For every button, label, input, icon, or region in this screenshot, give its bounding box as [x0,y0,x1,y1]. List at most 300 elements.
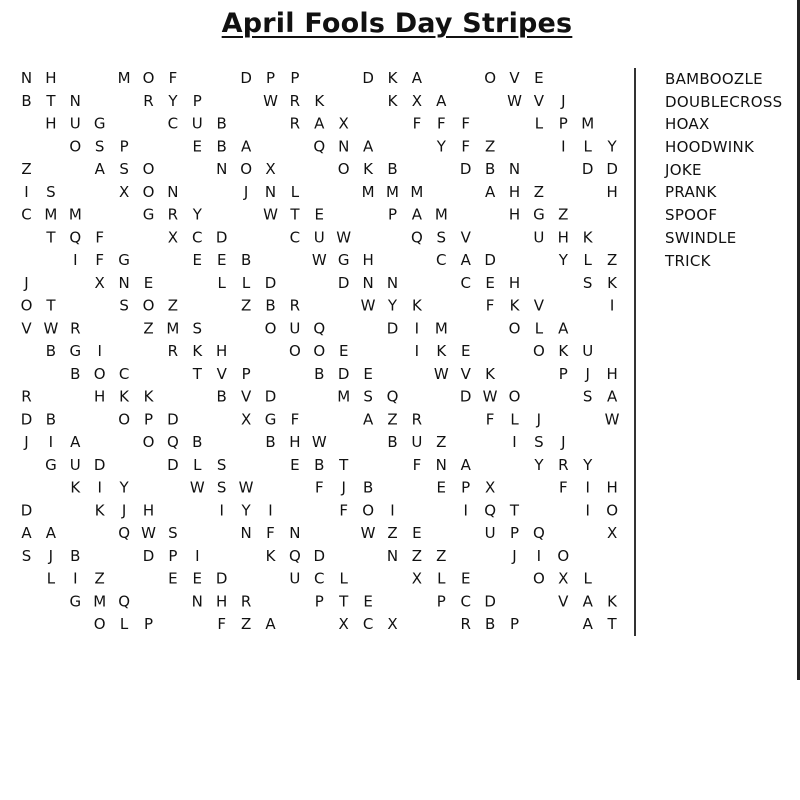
grid-letter: J [24,433,29,451]
grid-letter: P [436,592,446,611]
grid-letter: X [411,91,423,110]
grid-letter: P [168,546,178,565]
grid-letter: N [118,273,130,292]
grid-letter: S [436,228,447,247]
grid-letter: D [215,569,228,588]
grid-row [94,615,618,633]
grid-letter: V [509,69,520,87]
grid-letter: Q [166,433,179,451]
grid-row [23,274,618,292]
grid-letter: D [167,455,179,474]
grid-letter: I [585,501,590,520]
grid-letter: G [533,205,545,224]
grid-letter: T [509,501,520,520]
word-list-item: SPOOF [665,206,718,225]
grid-letter: O [362,501,375,520]
grid-letter: E [290,455,300,474]
grid-letter: G [118,251,130,269]
grid-letter: S [192,319,203,338]
grid-letter: G [93,114,106,133]
grid-letter: N [167,182,179,201]
grid-letter: B [362,478,374,497]
grid-letter: X [411,569,423,588]
grid-letter: A [582,592,593,611]
grid-letter: I [512,433,517,451]
grid-letter: Y [241,501,251,520]
grid-letter: O [606,501,619,520]
grid-letter: H [142,501,155,520]
grid-letter: O [20,296,33,315]
grid-letter: D [484,592,496,611]
grid-letter: O [142,69,155,87]
grid-letter: E [460,569,471,588]
grid-letter: B [70,364,81,383]
grid-row [21,69,544,87]
grid-letter: N [362,273,374,292]
grid-letter: O [484,69,497,87]
grid-letter: Q [118,592,131,611]
grid-letter: O [142,433,155,451]
grid-letter: W [263,205,278,224]
grid-letter: P [290,69,300,87]
grid-letter: E [143,273,154,292]
grid-letter: B [216,137,227,156]
grid-letter: L [437,569,446,588]
word-list [665,68,783,272]
grid-letter: Q [484,501,497,520]
grid-letter: K [509,296,520,315]
grid-letter: L [534,114,544,133]
grid-letter: X [387,615,398,633]
word-list-item: DOUBLECROSS [665,92,783,111]
grid-letter: F [436,114,446,133]
grid-letter: D [362,69,374,87]
grid-letter: T [290,205,300,224]
grid-letter: P [558,114,568,133]
grid-letter: C [314,569,325,588]
grid-letter: I [73,569,78,588]
grid-letter: B [484,615,496,633]
grid-letter: P [509,524,520,542]
grid-letter: L [193,455,202,474]
grid-letter: S [46,182,56,201]
grid-letter: I [536,546,542,565]
grid-row [21,206,568,224]
grid-letter: Z [484,137,496,156]
grid-letter: D [20,410,33,429]
grid-letter: H [508,273,521,292]
grid-letter: J [561,433,566,451]
grid-letter: E [192,251,203,269]
grid-letter: X [484,478,496,497]
grid-letter: A [411,69,423,87]
grid-letter: S [363,387,373,406]
grid-letter: F [485,410,495,429]
grid-letter: K [387,69,398,87]
grid-letter: O [288,342,301,360]
grid-letter: E [192,569,203,588]
grid-letter: J [585,364,590,383]
grid-letter: N [289,524,301,542]
grid-letter: D [606,160,618,178]
grid-letter: H [508,182,521,201]
grid-row [21,297,615,315]
grid-letter: C [21,205,32,224]
grid-letter: O [508,319,521,338]
grid-letter: D [459,387,472,406]
grid-letter: A [558,319,569,338]
grid-letter: G [142,205,155,224]
grid-letter: I [414,342,420,360]
grid-letter: J [341,478,346,497]
grid-letter: H [557,228,569,247]
grid-letter: C [460,592,471,611]
grid-letter: J [536,410,542,429]
grid-letter: L [339,569,348,588]
grid-letter: P [143,615,154,633]
grid-letter: X [558,569,569,588]
grid-letter: A [21,524,32,542]
grid-letter: M [361,182,375,201]
grid-letter: M [68,205,82,224]
grid-letter: N [20,69,33,87]
grid-letter: J [48,546,54,565]
grid-letter: C [436,251,447,269]
grid-letter: R [167,205,179,224]
grid-letter: L [583,251,592,269]
grid-letter: T [46,228,56,247]
grid-letter: Z [240,615,252,633]
grid-letter: A [45,524,57,542]
grid-letter: A [362,137,374,156]
grid-letter: L [217,273,226,292]
grid-row [70,365,618,383]
grid-letter: A [70,433,81,451]
grid-letter: L [510,410,519,429]
grid-letter: E [436,478,447,497]
grid-letter: Z [436,433,447,451]
grid-letter: V [533,91,545,110]
grid-letter: P [192,91,202,110]
grid-row [46,342,593,360]
grid-letter: K [143,387,154,406]
grid-letter: K [314,91,325,110]
grid-letter: M [117,69,131,87]
grid-letter: P [241,364,251,383]
grid-letter: I [390,501,395,520]
grid-letter: F [412,455,422,474]
grid-letter: B [484,160,496,178]
grid-letter: O [142,160,155,178]
grid-letter: H [362,251,374,269]
grid-row [21,501,618,519]
grid-letter: N [338,137,350,156]
grid-letter: D [337,273,350,292]
grid-letter: V [533,296,545,315]
grid-letter: W [360,524,376,542]
grid-letter: F [95,251,105,269]
grid-letter: W [263,91,278,110]
grid-letter: H [45,69,57,87]
grid-letter: X [167,228,179,247]
grid-letter: G [337,251,350,269]
grid-letter: O [532,569,545,588]
grid-letter: R [240,592,252,611]
grid-letter: B [192,433,203,451]
grid-letter: T [607,615,617,633]
grid-letter: M [44,205,58,224]
grid-letter: I [219,501,224,520]
grid-letter: V [240,387,252,406]
grid-letter: V [21,319,32,338]
grid-letter: O [142,296,155,315]
grid-letter: U [411,433,423,451]
grid-letter: C [362,615,374,633]
puzzle-title: April Fools Day Stripes [221,8,573,39]
grid-letter: N [435,455,447,474]
grid-letter: A [582,615,593,633]
grid-letter: F [290,410,300,429]
grid-letter: G [45,455,57,474]
grid-letter: X [338,615,349,633]
grid-row [21,319,569,337]
grid-letter: S [582,387,593,406]
grid-letter: N [386,546,399,565]
grid-letter: O [557,546,570,565]
grid-letter: I [414,319,420,338]
grid-letter: P [387,205,398,224]
grid-letter: M [581,114,595,133]
grid-letter: M [434,205,448,224]
grid-letter: X [338,114,349,133]
grid-letter: L [534,319,544,338]
grid-letter: Z [94,569,105,588]
grid-letter: A [240,137,252,156]
grid-letter: E [216,251,227,269]
grid-letter: H [606,478,618,497]
grid-letter: W [311,251,327,269]
grid-letter: D [167,410,179,429]
grid-letter: W [43,319,59,338]
grid-letter: Z [387,524,398,542]
grid-letter: Y [607,137,617,156]
grid-letter: K [607,273,618,292]
grid-letter: N [191,592,203,611]
grid-letter: N [216,160,228,178]
grid-letter: H [606,182,618,201]
grid-letter: P [509,615,520,633]
grid-letter: E [338,342,349,360]
grid-letter: K [363,160,374,178]
grid-letter: D [264,387,277,406]
grid-letter: P [461,478,471,497]
grid-letter: B [387,433,398,451]
grid-letter: B [240,251,252,269]
grid-letter: B [387,160,398,178]
grid-letter: O [142,182,155,201]
grid-letter: Z [606,251,618,269]
grid-letter: Q [118,524,131,542]
grid-letter: E [363,592,373,611]
grid-row [47,570,593,588]
grid-letter: O [93,364,106,383]
grid-letter: K [94,501,105,520]
grid-letter: P [265,69,276,87]
grid-letter: J [561,91,566,110]
grid-letter: Z [387,410,398,429]
grid-letter: X [265,160,276,178]
grid-letter: K [607,592,618,611]
grid-letter: N [69,91,81,110]
grid-letter: S [168,524,178,542]
grid-letter: D [459,160,472,178]
grid-letter: Q [532,524,545,542]
grid-letter: S [216,478,227,497]
grid-letter: D [142,546,155,565]
grid-letter: U [69,455,81,474]
grid-letter: R [70,319,81,338]
grid-letter: D [313,546,326,565]
grid-letter: E [534,69,544,87]
grid-letter: D [215,228,228,247]
grid-letter: I [24,182,29,201]
grid-letter: W [141,524,156,542]
grid-letter: A [460,251,471,269]
grid-letter: Y [534,455,544,474]
grid-letter: D [386,319,399,338]
grid-letter: Z [436,546,447,565]
grid-letter: P [558,364,568,383]
grid-letter: H [45,114,57,133]
grid-letter: A [484,182,496,201]
grid-row [45,456,593,474]
grid-letter: K [70,478,81,497]
grid-letter: W [311,433,327,451]
grid-letter: U [313,228,325,247]
grid-letter: F [168,69,178,87]
grid-letter: F [461,137,471,156]
grid-letter: O [69,137,82,156]
grid-letter: Z [143,319,154,338]
grid-letter: E [314,205,325,224]
grid-letter: S [94,137,105,156]
grid-letter: D [581,160,594,178]
grid-letter: W [238,478,254,497]
grid-row [21,388,618,406]
grid-row [22,547,569,565]
grid-letter: W [604,410,620,429]
grid-letter: N [240,524,252,542]
grid-letter: U [582,342,594,360]
grid-letter: U [191,114,203,133]
grid-letter: D [264,273,277,292]
grid-letter: H [94,387,106,406]
grid-letter: Y [583,455,593,474]
grid-letter: A [314,114,325,133]
grid-letter: O [240,160,253,178]
grid-letter: U [533,228,545,247]
grid-letter: I [48,433,54,451]
grid-letter: B [21,91,32,110]
word-list-item: HOAX [665,115,710,134]
grid-letter: Y [119,478,129,497]
grid-letter: T [192,364,202,383]
grid-letter: R [289,296,301,315]
grid-letter: I [463,501,468,520]
grid-letter: F [412,114,422,133]
grid-letter: S [21,546,32,565]
grid-letter: Q [288,546,301,565]
grid-letter: R [143,91,154,110]
grid-letter: S [216,455,227,474]
grid-letter: I [97,478,102,497]
grid-letter: B [265,296,276,315]
grid-letter: M [410,182,424,201]
grid-row [45,228,593,246]
grid-letter: D [93,455,106,474]
grid-letter: O [532,342,545,360]
grid-letter: E [485,273,495,292]
grid-letter: Q [313,319,326,338]
grid-letter: L [119,615,129,633]
grid-letter: F [339,501,349,520]
grid-letter: L [46,569,56,588]
grid-letter: B [314,455,325,474]
grid-letter: K [436,342,447,360]
grid-letter: U [289,319,301,338]
grid-letter: X [118,182,130,201]
grid-letter: M [434,319,448,338]
grid-letter: W [433,364,449,383]
grid-letter: B [45,410,57,429]
grid-letter: W [336,228,352,247]
grid-letter: Y [558,251,568,269]
grid-letter: F [217,615,227,633]
grid-row [21,160,618,178]
grid-letter: F [314,478,324,497]
grid-letter: O [337,160,350,178]
grid-row [21,410,620,428]
grid-letter: Z [240,296,252,315]
grid-letter: U [289,569,301,588]
grid-letter: R [460,615,471,633]
grid-letter: T [46,91,56,110]
grid-letter: K [387,91,398,110]
word-list-item: TRICK [665,251,711,270]
grid-letter: Q [69,228,82,247]
grid-letter: W [360,296,376,315]
grid-letter: X [240,410,252,429]
grid-letter: R [21,387,32,406]
grid-letter: Q [410,228,423,247]
grid-letter: K [558,342,569,360]
grid-row [69,137,617,155]
grid-letter: C [118,364,130,383]
grid-letter: E [412,524,422,542]
grid-letter: B [70,546,81,565]
grid-letter: G [264,410,277,429]
grid-letter: Y [436,137,446,156]
grid-letter: F [558,478,568,497]
grid-letter: L [583,137,592,156]
grid-letter: O [93,615,106,633]
grid-letter: J [121,501,127,520]
grid-letter: I [195,546,200,565]
grid-letter: F [485,296,495,315]
grid-letter: A [460,455,471,474]
grid-letter: A [411,205,423,224]
grid-letter: F [266,524,275,542]
